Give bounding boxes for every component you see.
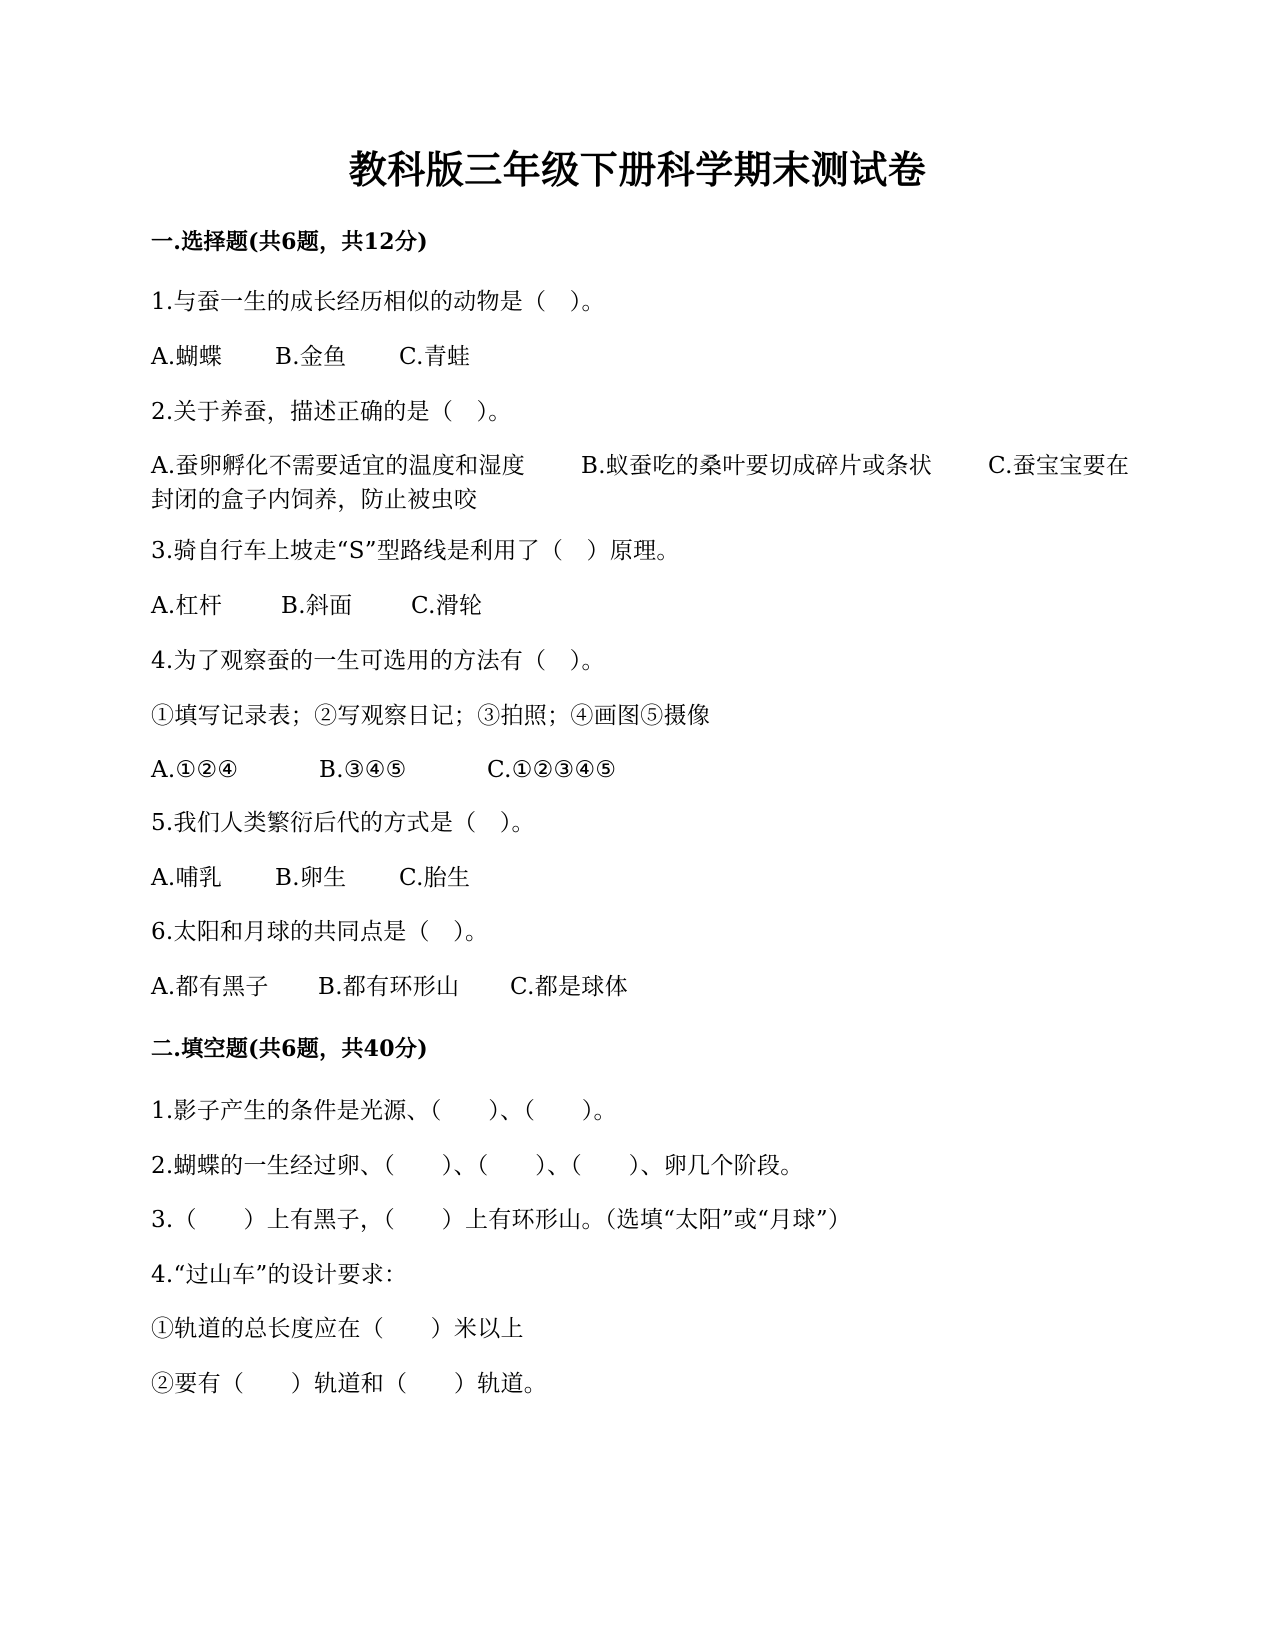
question-6-stem: 6.太阳和月球的共同点是（ ）。 bbox=[151, 919, 489, 945]
option-c: C.蚕宝宝要在封闭的盒子内饲养，防止被虫咬 bbox=[151, 453, 1130, 513]
option-a: A.杠杆 bbox=[151, 593, 223, 619]
option-b: B.卵生 bbox=[275, 865, 347, 891]
question-1-options bbox=[151, 341, 470, 373]
option-b: B.都有环形山 bbox=[318, 974, 460, 1000]
option-c: C.滑轮 bbox=[411, 593, 483, 619]
page-title: 教科版三年级下册科学期末测试卷 bbox=[348, 147, 927, 192]
question-4-methods: ①填写记录表；②写观察日记；③拍照；④画图⑤摄像 bbox=[151, 703, 711, 729]
option-a: A.都有黑子 bbox=[151, 974, 269, 1000]
question-1-stem: 1.与蚕一生的成长经历相似的动物是（ ）。 bbox=[151, 289, 605, 315]
question-5-stem: 5.我们人类繁衍后代的方式是（ ）。 bbox=[151, 810, 535, 836]
fill-question-2: 2.蝴蝶的一生经过卵、（ ）、（ ）、（ ）、卵几个阶段。 bbox=[151, 1153, 804, 1179]
fill-question-1: 1.影子产生的条件是光源、（ ）、（ ）。 bbox=[151, 1098, 617, 1124]
option-c: C.①②③④⑤ bbox=[487, 757, 617, 783]
question-2-stem: 2.关于养蚕，描述正确的是（ ）。 bbox=[151, 399, 512, 425]
question-3-options bbox=[151, 590, 482, 622]
option-c: C.胎生 bbox=[399, 865, 471, 891]
question-6-options bbox=[151, 971, 628, 1003]
fill-question-4: 4.“过山车”的设计要求： bbox=[151, 1262, 408, 1288]
question-2-options bbox=[151, 449, 1136, 517]
option-a: A.哺乳 bbox=[151, 865, 223, 891]
option-b: B.斜面 bbox=[281, 593, 353, 619]
option-b: B.金鱼 bbox=[275, 344, 347, 370]
option-c: C.青蛙 bbox=[399, 344, 471, 370]
question-4-options bbox=[151, 754, 616, 786]
fill-question-4-item-1: ①轨道的总长度应在（ ）米以上 bbox=[151, 1316, 524, 1342]
option-b: B.③④⑤ bbox=[319, 757, 407, 783]
section-heading-choice: 一.选择题(共6题，共12分) bbox=[151, 229, 428, 255]
question-5-options bbox=[151, 862, 470, 894]
section-heading-fill: 二.填空题(共6题，共40分) bbox=[151, 1036, 428, 1062]
option-c: C.都是球体 bbox=[510, 974, 628, 1000]
fill-question-3: 3.（ ）上有黑子，（ ）上有环形山。（选填“太阳”或“月球”） bbox=[151, 1207, 852, 1233]
option-a: A.蚕卵孵化不需要适宜的温度和湿度 bbox=[151, 453, 526, 479]
option-a: A.①②④ bbox=[151, 757, 239, 783]
option-b: B.蚁蚕吃的桑叶要切成碎片或条状 bbox=[581, 453, 933, 479]
option-a: A.蝴蝶 bbox=[151, 344, 223, 370]
question-3-stem: 3.骑自行车上坡走“S”型路线是利用了（ ）原理。 bbox=[151, 538, 680, 564]
question-4-stem: 4.为了观察蚕的一生可选用的方法有（ ）。 bbox=[151, 648, 605, 674]
fill-question-4-item-2: ②要有（ ）轨道和（ ）轨道。 bbox=[151, 1371, 548, 1397]
